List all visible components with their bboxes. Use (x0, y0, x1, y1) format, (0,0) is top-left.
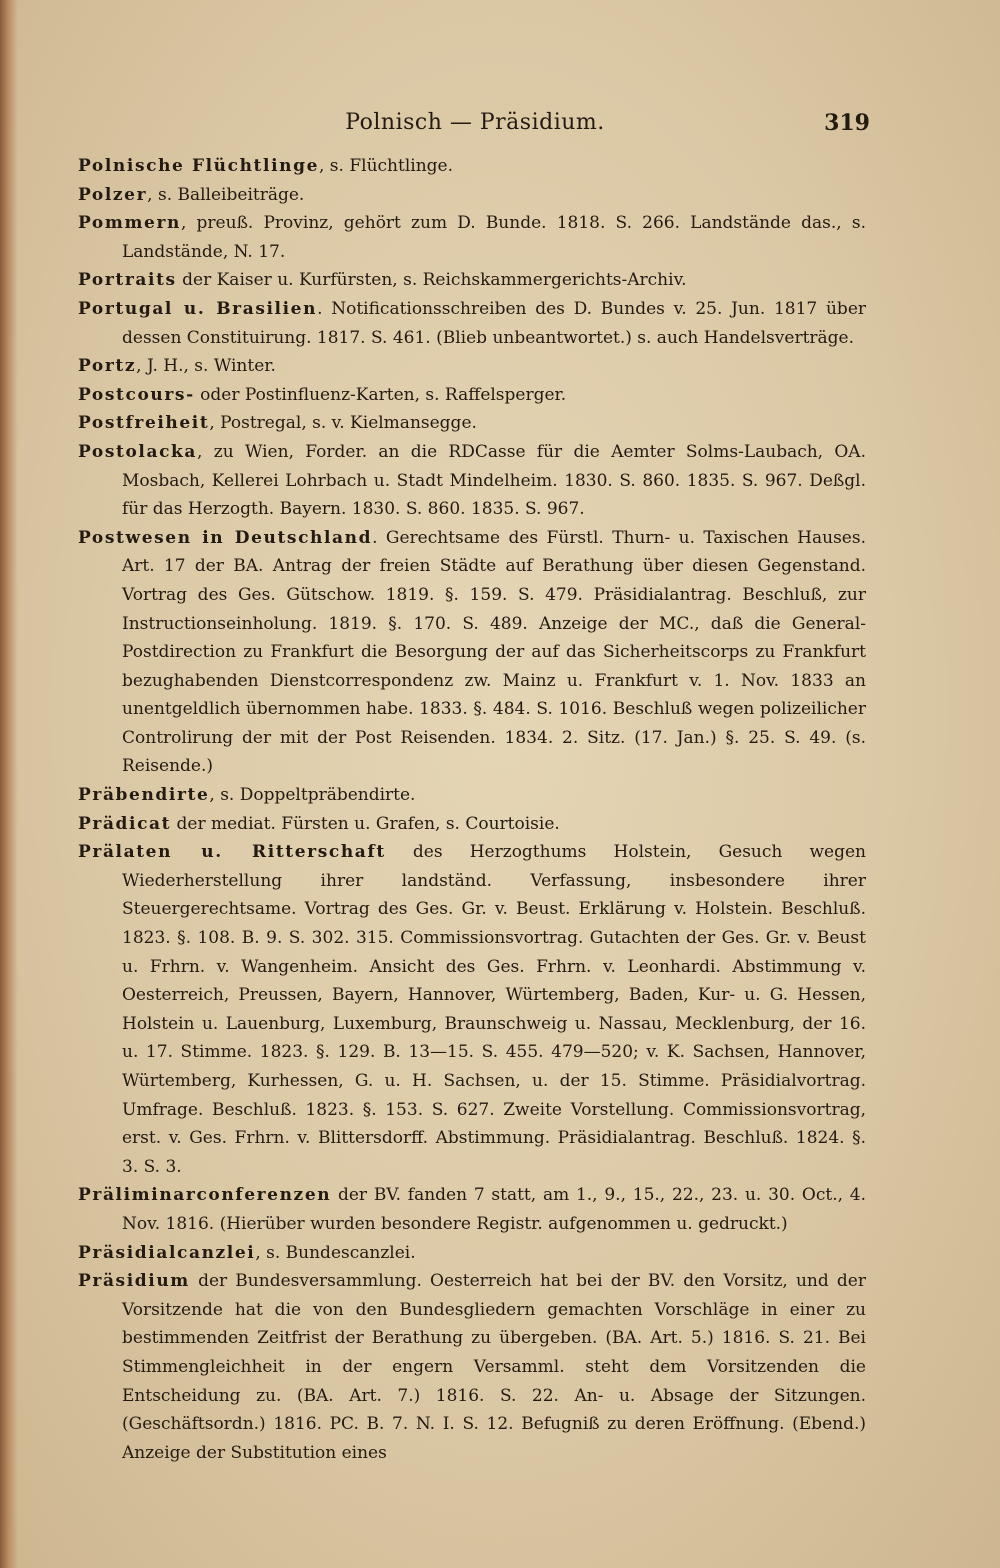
entry-headword: Prälaten u. Ritterschaft (78, 842, 386, 863)
entry-headword: Portugal u. Brasilien (78, 298, 318, 319)
index-entry (78, 524, 866, 781)
index-entry (78, 381, 866, 410)
entry-headword: Polzer (78, 184, 148, 205)
index-entry (78, 1181, 866, 1238)
entry-text: der mediat. Fürsten u. Grafen, s. Courtoisie. (171, 813, 560, 834)
entry-text: . Notificationsschreiben des D. Bundes v. 25. Jun. 1817 über dessen Constituirung. 1817. S. 461. (Blieb unbeantwortet.) s. auch Handelsverträge. (122, 298, 867, 348)
entry-text: , J. H., s. Winter. (136, 356, 276, 377)
entry-headword: Präsidialcanzlei (78, 1242, 256, 1263)
index-entry (78, 409, 866, 438)
running-title: Polnisch — Präsidium. (345, 110, 605, 135)
entry-headword: Postolacka (78, 441, 198, 462)
entry-text: , s. Balleibeiträge. (147, 184, 305, 205)
index-entry (78, 1267, 866, 1467)
entry-headword: Prädicat (78, 813, 172, 834)
entry-headword: Präbendirte (78, 785, 210, 806)
entry-text: , zu Wien, Forder. an die RDCasse für die Aemter Solms-Laubach, OA. Mosbach, Kellerei Lohrbach u. Stadt Mindelheim. 1830. S. 860. 1835. S. 967. Deßgl. für das Herzogth. Bayern. 1830. S. 860. 1835. S. 967. (122, 441, 866, 520)
index-entry (78, 209, 866, 266)
entry-headword: Polnische Flüchtlinge (78, 156, 319, 176)
entry-headword: Portraits (78, 270, 177, 291)
page-header (80, 110, 870, 146)
entry-text: , s. Bundescanzlei. (255, 1242, 416, 1263)
index-entry (78, 352, 866, 381)
index-entry (78, 781, 866, 810)
entry-text: , Postregal, s. v. Kielmansegge. (209, 413, 477, 434)
entry-headword: Präliminarconferenzen (78, 1185, 332, 1206)
entry-text: der Kaiser u. Kurfürsten, s. Reichskammergerichts-Archiv. (176, 270, 687, 291)
page-gutter-edge (0, 0, 18, 1568)
index-entry (78, 438, 866, 524)
index-entries (78, 152, 866, 1467)
entry-text: , s. Flüchtlinge. (319, 156, 453, 176)
entry-headword: Präsidium (78, 1271, 190, 1292)
entry-headword: Postcours- (78, 384, 195, 405)
index-entry (78, 181, 866, 210)
index-entry (78, 838, 866, 1181)
index-entry (78, 1239, 866, 1268)
entry-text: . Gerechtsame des Fürstl. Thurn- u. Taxischen Hauses. Art. 17 der BA. Antrag der freien Städte auf Berathung über diesen Gegenstand. Vortrag des Ges. Gütschow. 1819. §. 159. S. 479. Präsidialantrag. Beschluß, zur Instructionseinholung. 1819. §. 170. S. 489. Anzeige der MC., daß die General-Postdirection zu Frankfurt die Besorgung der auf das Sicherheitscorps zu Frankfurt bezughabenden Dienstcorrespondenz zw. Mainz u. Frankfurt v. 1. Nov. 1833 an unentgeldlich übernommen habe. 1833. §. 484. S. 1016. Beschluß wegen polizeilicher Controlirung der mit der Post Reisenden. 1834. 2. Sitz. (17. Jan.) §. 25. S. 49. (s. Reisende.) (122, 527, 866, 777)
entry-text: der Bundesversammlung. Oesterreich hat bei der BV. den Vorsitz, und der Vorsitzende hat die von den Bundesgliedern gemachten Vorschläge in einer zu bestimmenden Zeitfrist der Berathung zu übergeben. (BA. Art. 5.) 1816. S. 21. Bei Stimmengleichheit in der engern Versamml. steht dem Vorsitzenden die Entscheidung zu. (BA. Art. 7.) 1816. S. 22. An- u. Absage der Sitzungen. (Geschäftsordn.) 1816. PC. B. 7. N. I. S. 12. Befugniß zu deren Eröffnung. (Ebend.) Anzeige der Substitution eines (122, 1271, 866, 1463)
entry-text: des Herzogthums Holstein, Gesuch wegen Wiederherstellung ihrer landständ. Verfassung, insbesondere ihrer Steuergerechtsame. Vortrag des Ges. Gr. v. Beust. Erklärung v. Holstein. Beschluß. 1823. §. 108. B. 9. S. 302. 315. Commissionsvortrag. Gutachten der Ges. Gr. v. Beust u. Frhrn. v. Wangenheim. Ansicht des Ges. Frhrn. v. Leonhardi. Abstimmung v. Oesterreich, Preussen, Bayern, Hannover, Würtemberg, Baden, Kur- u. G. Hessen, Holstein u. Lauenburg, Luxemburg, Braunschweig u. Nassau, Mecklenburg, der 16. u. 17. Stimme. 1823. §. 129. B. 13—15. S. 455. 479—520; v. K. Sachsen, Hannover, Würtemberg, Kurhessen, G. u. H. Sachsen, u. der 15. Stimme. Präsidialvortrag. Umfrage. Beschluß. 1823. §. 153. S. 627. Zweite Vorstellung. Commissionsvortrag, erst. v. Ges. Frhrn. v. Blittersdorff. Abstimmung. Präsidialantrag. Beschluß. 1824. §. 3. S. 3. (122, 842, 866, 1177)
page-number: 319 (824, 110, 870, 136)
index-entry (78, 810, 866, 839)
entry-text: oder Postinfluenz-Karten, s. Raffelsperger. (194, 384, 567, 405)
entry-text: , preuß. Provinz, gehört zum D. Bunde. 1818. S. 266. Landstände das., s. Landstände, N. 17. (122, 213, 866, 262)
index-entry (78, 266, 866, 295)
entry-headword: Portz (78, 356, 137, 377)
entry-text: der BV. fanden 7 statt, am 1., 9., 15., 22., 23. u. 30. Oct., 4. Nov. 1816. (Hierüber wurden besondere Registr. aufgenommen u. gedruckt.) (122, 1185, 866, 1234)
entry-headword: Postwesen in Deutschland (78, 527, 373, 548)
index-entry (78, 295, 866, 352)
entry-text: , s. Doppeltpräbendirte. (209, 785, 416, 806)
entry-headword: Postfreiheit (78, 413, 210, 434)
entry-headword: Pommern (78, 213, 181, 234)
index-entry (78, 152, 866, 181)
